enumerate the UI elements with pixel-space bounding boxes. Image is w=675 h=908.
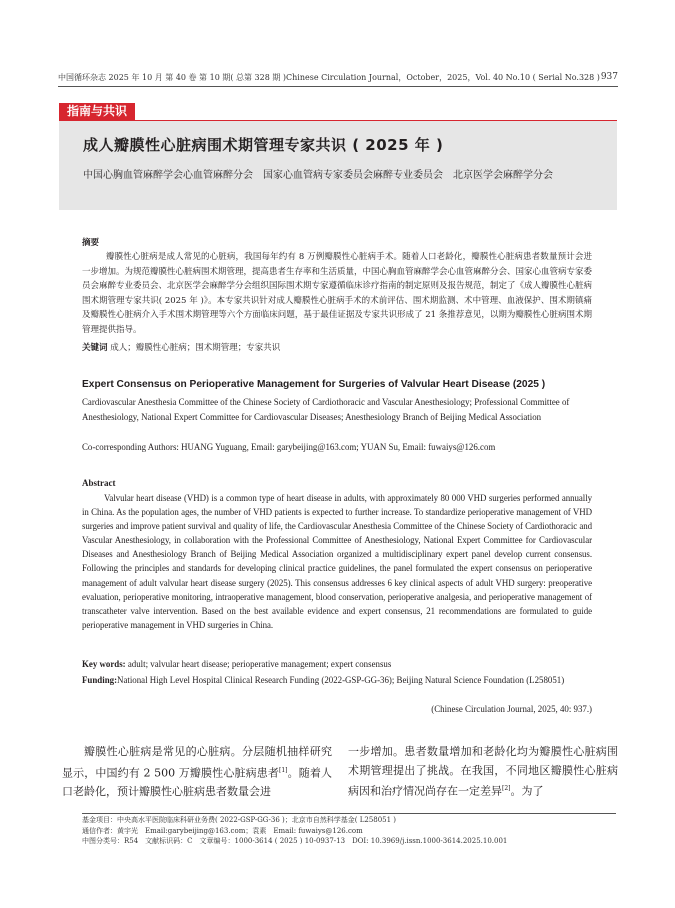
keywords-en-text: adult; valvular heart disease; perioperative management; expert consensus: [127, 659, 392, 669]
body-text: 一步增加。患者数量增加和老龄化均为瓣膜性心脏病围术期管理提出了挑战。在我国，不同地区瓣膜性心脏病病因和治疗情况尚存在一定差异: [348, 745, 618, 798]
abstract-en-heading: Abstract: [82, 478, 116, 488]
footnote-rule: [82, 813, 616, 814]
body-text: 。随着人口老龄化，预计瓣膜性心脏病患者数量会进: [62, 766, 333, 798]
footnote-correspondence: 通信作者：黄宇光 Email:garybeijing@163.com；袁素 Email: fuwaiys@126.com: [82, 826, 363, 835]
header-rule: [58, 86, 618, 87]
reference-link[interactable]: [1]: [278, 766, 288, 774]
abstract-en-text: Valvular heart disease (VHD) is a common type of heart disease in adults, with approximately 80 000 VHD surgeries performed annually in China. As the population ages, the number of VHD patients is expected to further increase. To standardize perioperative management of VHD surgeries and improve patient survival and quality of life, the Cardiovascular Anesthesia Committee of the Chinese Society of Cardiothoracic and Vascular Anesthesiology, in collaboration with the Professional Committee of Anesthesiology, National Expert Committee for Cardiovascular Diseases and Anesthesiology Branch of Beijing Medical Association organized a multidisciplinary expert panel develop current consensus. Following the principles and standards for developing clinical practice guidelines, the panel formulated the expert consensus on perioperative management of adult valvular heart disease surgery (2025). This consensus addresses 6 key clinical aspects of adult VHD surgery: preoperative evaluation, perioperative monitoring, intraoperative management, blood conservation, perioperative analgesia, and perioperative management of transcatheter valve intervention. Based on the best available evidence and expert consensus, 21 recommendations are formulated to guide perioperative management in VHD surgeries in China.: [82, 493, 592, 630]
page-number: 937: [600, 72, 618, 82]
article-title-cn: 成人瓣膜性心脏病围术期管理专家共识 ( 2025 年 ): [83, 136, 444, 154]
footnote-funding: 基金项目：中央高水平医院临床科研业务费( 2022-GSP-GG-36 )；北京市自然科学基金( L258051 ): [82, 816, 397, 824]
body-text: 。为了: [510, 784, 544, 798]
body-text: 瓣膜性心脏病是常见的心脏病。分层随机抽样研究显示，中国约有 2 500 万瓣膜性心脏病患者: [62, 745, 332, 780]
running-header-text: 中国循环杂志 2025 年 10 月 第 40 卷 第 10 期( 总第 328 期 )Chinese Circulation Journal，October，2025，Vol. 40 No.10 ( Serial No.328 ): [58, 73, 600, 82]
keywords-cn: [82, 341, 592, 353]
funding-en: [82, 673, 592, 687]
title-box: [59, 121, 617, 210]
keywords-en-label: Key words:: [82, 659, 126, 669]
corresponding-authors-en: Co-corresponding Authors: HUANG Yuguang, Email: garybeijing@163.com; YUAN Su, Email: fuwaiys@126.com: [82, 442, 496, 452]
section-tag: 指南与共识: [59, 103, 135, 120]
body-paragraph: [348, 743, 618, 801]
running-header: [58, 73, 618, 83]
keywords-cn-text: 成人；瓣膜性心脏病；围术期管理；专家共识: [110, 343, 281, 353]
footnotes: [82, 815, 616, 847]
reference-link[interactable]: [2]: [502, 785, 511, 792]
article-title-en: Expert Consensus on Perioperative Management for Surgeries of Valvular Heart Disease (2025 ): [82, 379, 546, 390]
keywords-en: [82, 659, 592, 669]
footnote-classification: 中图分类号：R54 文献标识码：C 文章编号：1000-3614 ( 2025 ) 10-0937-13 DOI: 10.3969/j.issn.1000-3614.2025.10.001: [82, 837, 508, 846]
abstract-en: [82, 491, 592, 632]
abstract-cn-text: 瓣膜性心脏病是成人常见的心脏病，我国每年约有 8 万例瓣膜性心脏病手术。随着人口老龄化，瓣膜性心脏病患者数量预计会进一步增加。为规范瓣膜性心脏病围术期管理，提高患者生存率和生活质量，中国心胸血管麻醉学会心血管麻醉分会、国家心血管病专家委员会麻醉专业委员会、北京医学会麻醉学分会组织国际围术期专家遵循临床诊疗指南的制定原则及报告规范，制定了《成人瓣膜性心脏病围术期管理专家共识( 2025 年 )》。本专家共识针对成人瓣膜性心脏病手术的术前评估、围术期监测、术中管理、血液保护、围术期镇痛及瓣膜性心脏病介入手术围术期管理等六个方面临床问题，基于最佳证据及专家共识形成了 21 条推荐意见，以期为瓣膜性心脏病围术期管理提供指导。: [82, 252, 593, 335]
abstract-cn-heading: 摘要: [82, 238, 100, 248]
body-column-right: [348, 743, 618, 801]
body-paragraph: [62, 743, 332, 801]
abstract-cn: [82, 250, 592, 337]
body-column-left: [62, 743, 332, 801]
authors-cn: 中国心胸血管麻醉学会心血管麻醉分会 国家心血管病专家委员会麻醉专业委员会 北京医学会麻醉学分会: [83, 170, 553, 181]
funding-label: Funding:: [82, 675, 118, 685]
citation-en: (Chinese Circulation Journal, 2025, 40: 937.): [431, 704, 592, 714]
authors-en: Cardiovascular Anesthesia Committee of the Chinese Society of Cardiothoracic and Vascular Anesthesiology; Professional Committee of Anesthesiology, National Expert Committee for Cardiovascular Diseases; Anesthesiology Branch of Beijing Medical Association: [82, 397, 570, 422]
keywords-cn-label: 关键词: [82, 343, 108, 353]
funding-text: National High Level Hospital Clinical Research Funding (2022-GSP-GG-36); Beijing Natural Science Foundation (L258051): [117, 675, 565, 685]
